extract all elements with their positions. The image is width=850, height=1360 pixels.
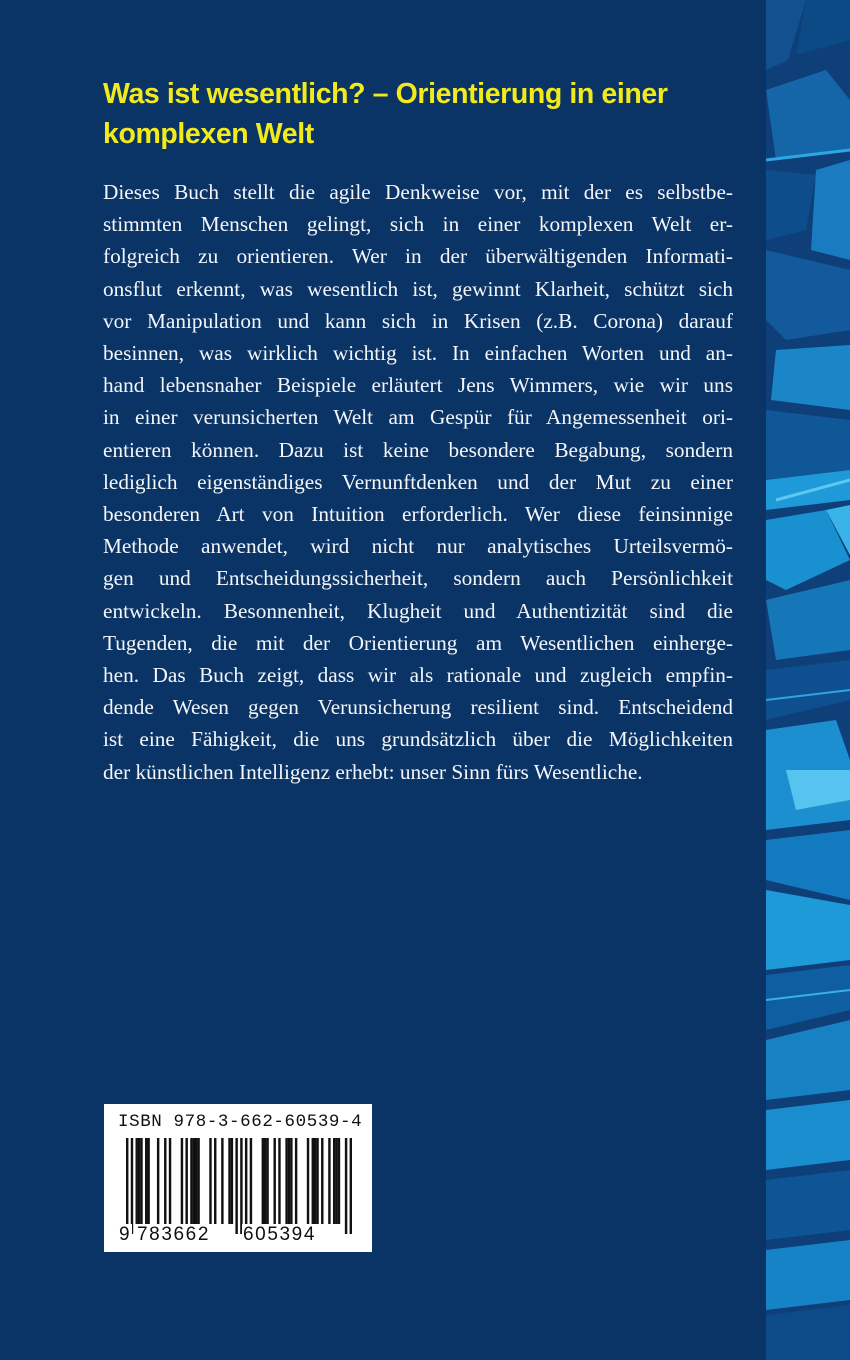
description-line: Tugenden, die mit der Orientierung am Wesentlichen einherge- [103,630,733,655]
barcode-bar [235,1138,237,1234]
description-line: Methode anwendet, wird nicht nur analytisches Urteilsvermö- [103,534,733,559]
barcode-bar [136,1138,138,1224]
barcode-bar [193,1138,195,1224]
barcode-bar [295,1138,297,1224]
barcode-bar [312,1138,314,1224]
barcode-bar [138,1138,140,1224]
description-line: entieren können. Dazu ist keine besondere Begabung, sondern [103,437,733,462]
barcode-bar [307,1138,309,1224]
description-line: in einer verunsicherten Welt am Gespür für Angemessenheit ori- [103,405,733,430]
description-line: stimmten Menschen gelingt, sich in einer komplexen Welt er- [103,212,733,237]
barcode-bar [228,1138,230,1224]
description-line: gen und Entscheidungssicherheit, sondern auch Persönlichkeit [103,566,733,591]
barcode-bar [240,1138,242,1234]
barcode-bar [126,1138,128,1234]
barcode-bar [314,1138,316,1224]
description-line: besinnen, was wirklich wichtig ist. In einfachen Worten und an- [103,341,733,366]
back-cover-headline [103,74,743,154]
isbn-label: ISBN 978-3-662-60539-4 [118,1112,363,1132]
barcode-bar [335,1138,337,1224]
ean-left-digits: 783662 [137,1224,211,1245]
barcode-bar [131,1138,133,1234]
barcode-bar [321,1138,323,1224]
barcode-bar [316,1138,318,1224]
barcode-bar [157,1138,159,1224]
barcode-bar [164,1138,166,1224]
barcode-bar [264,1138,266,1224]
barcode-bar [250,1138,252,1224]
description-line: vor Manipulation und kann sich in Krisen (z.B. Corona) darauf [103,308,733,333]
ean-barcode [126,1138,352,1234]
barcode-bar [338,1138,340,1224]
barcode-bar [169,1138,171,1224]
headline-line: Was ist wesentlich? – Orientierung in einer [103,78,668,110]
barcode-bar [262,1138,264,1224]
description-line: hand lebensnaher Beispiele erläutert Jens Wimmers, wie wir uns [103,373,733,398]
ean-right-digits: 605394 [243,1224,317,1245]
barcode-bar [350,1138,352,1234]
description-line: hen. Das Buch zeigt, dass wir als rationale und zugleich empfin- [103,663,733,688]
barcode-bar [273,1138,275,1224]
barcode-bar [214,1138,216,1224]
isbn-barcode-box [104,1104,372,1252]
barcode-bar [245,1138,247,1224]
barcode-bar [266,1138,268,1224]
description-line: der künstlichen Intelligenz erhebt: unser Sinn fürs Wesentliche. [103,759,643,784]
headline-line: komplexen Welt [103,118,314,150]
barcode-bar [195,1138,197,1224]
mosaic-pattern-graphic [766,0,850,1360]
barcode-bar [278,1138,280,1224]
barcode-bar [197,1138,199,1224]
book-description [103,176,733,788]
barcode-bar [290,1138,292,1224]
barcode-bar [140,1138,142,1224]
barcode-bar [181,1138,183,1224]
decorative-mosaic-strip [766,0,850,1360]
barcode-bar [147,1138,149,1224]
description-line: Dieses Buch stellt die agile Denkweise vor, mit der es selbstbe- [103,180,733,204]
description-line: entwickeln. Besonnenheit, Klugheit und Authentizität sind die [103,598,733,623]
description-line: onsflut erkennt, was wesentlich ist, gewinnt Klarheit, schützt sich [103,276,733,301]
barcode-bar [190,1138,192,1224]
ean-lead-digit: 9 [119,1224,132,1245]
barcode-bar [345,1138,347,1234]
barcode-bar [285,1138,287,1224]
barcode-bar [333,1138,335,1224]
barcode-bar [145,1138,147,1224]
barcode-bar [209,1138,211,1224]
barcode-bar [221,1138,223,1224]
barcode-bar [185,1138,187,1224]
description-line: dende Wesen gegen Verunsicherung resilient sind. Entscheidend [103,695,733,720]
barcode-bar [231,1138,233,1224]
description-line: folgreich zu orientieren. Wer in der überwältigenden Informati- [103,244,733,269]
barcode-bar [288,1138,290,1224]
description-line: besonderen Art von Intuition erforderlich. Wer diese feinsinnige [103,502,733,527]
barcode-bar [328,1138,330,1224]
description-line: lediglich eigenständiges Vernunftdenken und der Mut zu einer [103,469,733,494]
description-line: ist eine Fähigkeit, die uns grundsätzlich über die Möglichkeiten [103,727,733,752]
